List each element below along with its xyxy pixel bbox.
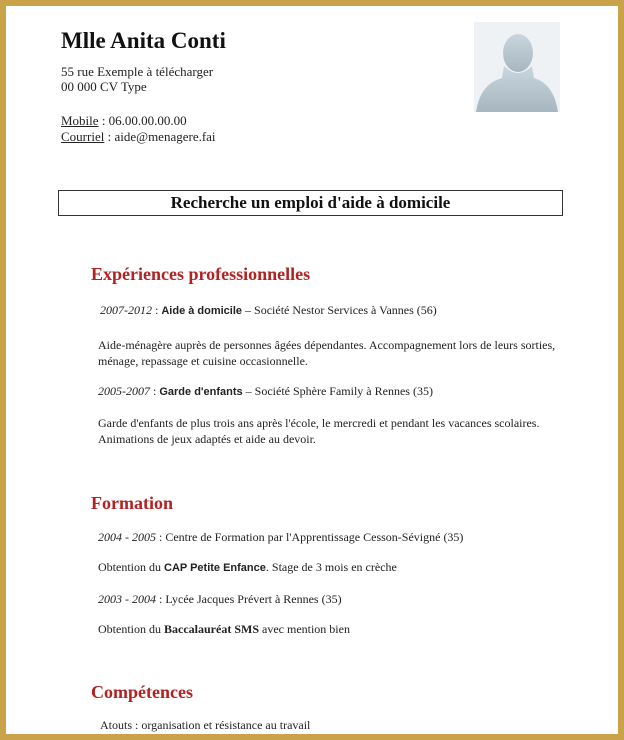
address-line-1: 55 rue Exemple à télécharger — [61, 64, 214, 79]
email-label: Courriel — [61, 129, 105, 144]
section-title-experiences: Expériences professionnelles — [91, 264, 311, 284]
formation-2-header — [98, 591, 342, 607]
experience-1-sep: : — [152, 303, 162, 317]
experience-2-dates: 2005-2007 — [98, 384, 150, 398]
experience-1-header — [100, 302, 437, 319]
mobile-line — [61, 113, 216, 129]
experience-1-dates: 2007-2012 — [100, 303, 152, 317]
formation-1-text: : Centre de Formation par l'Apprentissage Cesson-Sévigné (35) — [156, 530, 464, 544]
formation-1-obtention-pre: Obtention du — [98, 560, 164, 574]
formation-2-obtention — [98, 621, 350, 637]
experience-2-role: Garde d'enfants — [159, 386, 243, 398]
formation-2-dates: 2003 - 2004 — [98, 592, 156, 606]
profile-photo-placeholder-icon — [468, 20, 564, 112]
cv-page — [6, 6, 618, 734]
address-line-2: 00 000 CV Type — [61, 79, 147, 94]
experience-2-employer: – Société Sphère Family à Rennes (35) — [242, 384, 433, 398]
section-title-competences: Compétences — [91, 682, 193, 702]
formation-2-diploma: Baccalauréat SMS — [164, 622, 259, 636]
competences-atouts: Atouts : organisation et résistance au travail — [100, 718, 311, 732]
address-block — [61, 64, 213, 94]
mobile-label: Mobile — [61, 113, 99, 128]
contact-block — [61, 113, 216, 145]
email-line — [61, 129, 216, 145]
experience-2-description: Garde d'enfants de plus trois ans après l'école, le mercredi et pendant les vacances scolaires. Animations de jeux adaptés et aide au devoir. — [98, 416, 540, 446]
experience-2-sep: : — [150, 384, 160, 398]
section-title-formation: Formation — [91, 493, 173, 513]
experience-1-description: Aide-ménagère auprès de personnes âgées dépendantes. Accompagnement lors de leurs sorties, ménage, repassage et cuisine occasionnelle. — [98, 338, 556, 368]
formation-1-diploma: CAP Petite Enfance — [164, 562, 266, 574]
formation-2-text: : Lycée Jacques Prévert à Rennes (35) — [156, 592, 342, 606]
formation-1-obtention-post: . Stage de 3 mois en crèche — [265, 560, 397, 574]
formation-1-obtention — [98, 559, 397, 576]
formation-1-header — [98, 529, 463, 545]
experience-2-header — [98, 383, 433, 400]
experience-1-role: Aide à domicile — [161, 305, 243, 317]
formation-2-obtention-post: avec mention bien — [259, 622, 350, 636]
formation-2-obtention-pre: Obtention du — [98, 622, 164, 636]
candidate-name: Mlle Anita Conti — [61, 28, 226, 53]
objective-box: Recherche un emploi d'aide à domicile — [58, 190, 563, 216]
experience-1-employer: – Société Nestor Services à Vannes (56) — [242, 303, 437, 317]
email-value: : aide@menagere.fai — [104, 129, 216, 144]
formation-1-dates: 2004 - 2005 — [98, 530, 156, 544]
mobile-value: : 06.00.00.00.00 — [98, 113, 187, 128]
